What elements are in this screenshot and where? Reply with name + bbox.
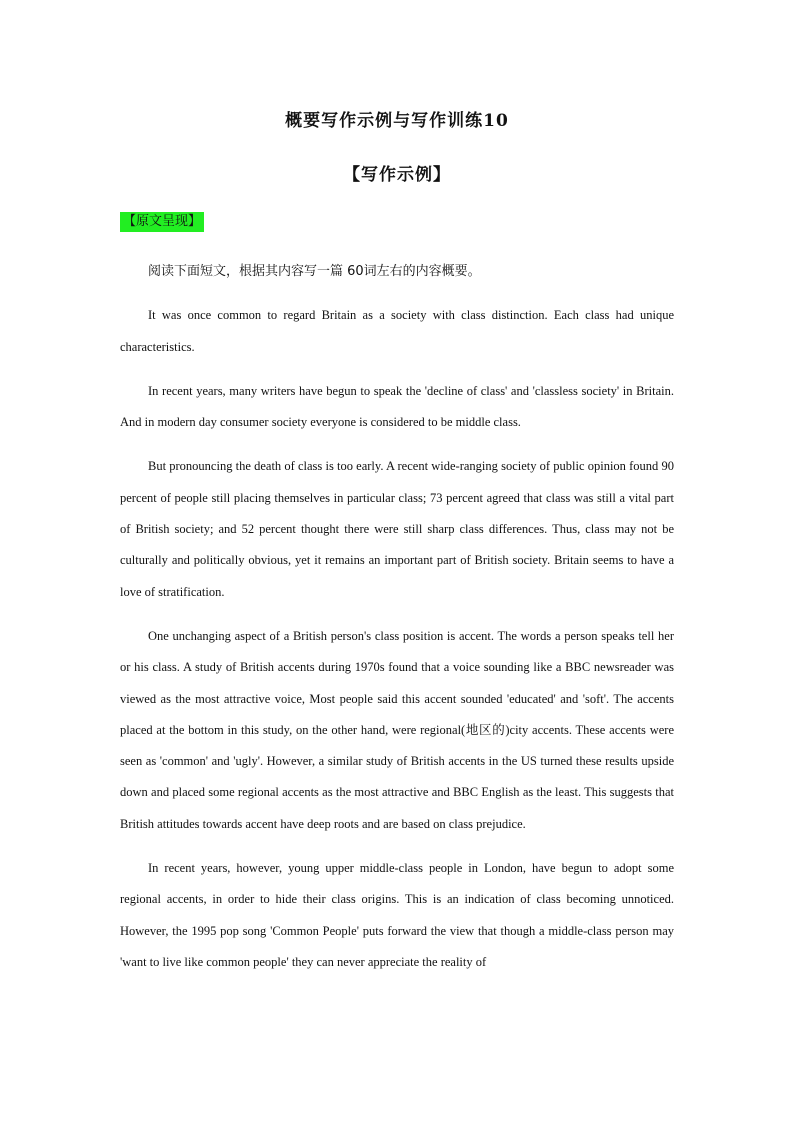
paragraph-1: It was once common to regard Britain as a society with class distinction. Each class had unique characteristics. <box>120 308 674 354</box>
page-title: 概要写作示例与写作训练10 <box>285 111 509 131</box>
paragraph-3: But pronouncing the death of class is too early. A recent wide-ranging society of public opinion found 90 percent of people still placing themselves in particular class; 73 percent agreed that class was still a vital part of British society; and 52 percent thought there were still sharp class differences. Thus, class may not be culturally and politically obvious, yet it remains an important part of British society. Britain seems to have a love of stratification. <box>120 459 674 599</box>
paragraph-4: One unchanging aspect of a British person's class position is accent. The words a person speaks tell her or his class. A study of British accents during 1970s found that a voice sounding like a BBC newsreader was viewed as the most attractive voice, Most people said this accent sounded 'educated' and 'soft'. The accents placed at the bottom in this study, on the other hand, were regional(地区的)city accents. These accents were seen as 'common' and 'ugly'. However, a similar study of British accents in the US turned these results upside down and placed some regional accents as the most attractive and BBC English as the least. This suggests that British attitudes towards accent have deep roots and are based on class prejudice. <box>120 628 674 831</box>
paragraph-2: In recent years, many writers have begun to speak the 'decline of class' and 'classless society' in Britain. And in modern day consumer society everyone is considered to be middle class. <box>120 383 674 430</box>
paragraph-5: In recent years, however, young upper middle-class people in London, have begun to adopt some regional accents, in order to hide their class origins. This is an indication of class becoming unnoticed. However, the 1995 pop song 'Common People' puts forward the view that though a middle-class person may 'want to live like common people' they can never appreciate the reality of <box>120 861 674 969</box>
instruction-paragraph: 阅读下面短文，根据其内容写一篇 60词左右的内容概要。 <box>148 264 481 279</box>
section-heading: 【写作示例】 <box>343 165 451 185</box>
article-body <box>120 256 674 991</box>
section-tag: 【原文呈现】 <box>120 212 204 232</box>
